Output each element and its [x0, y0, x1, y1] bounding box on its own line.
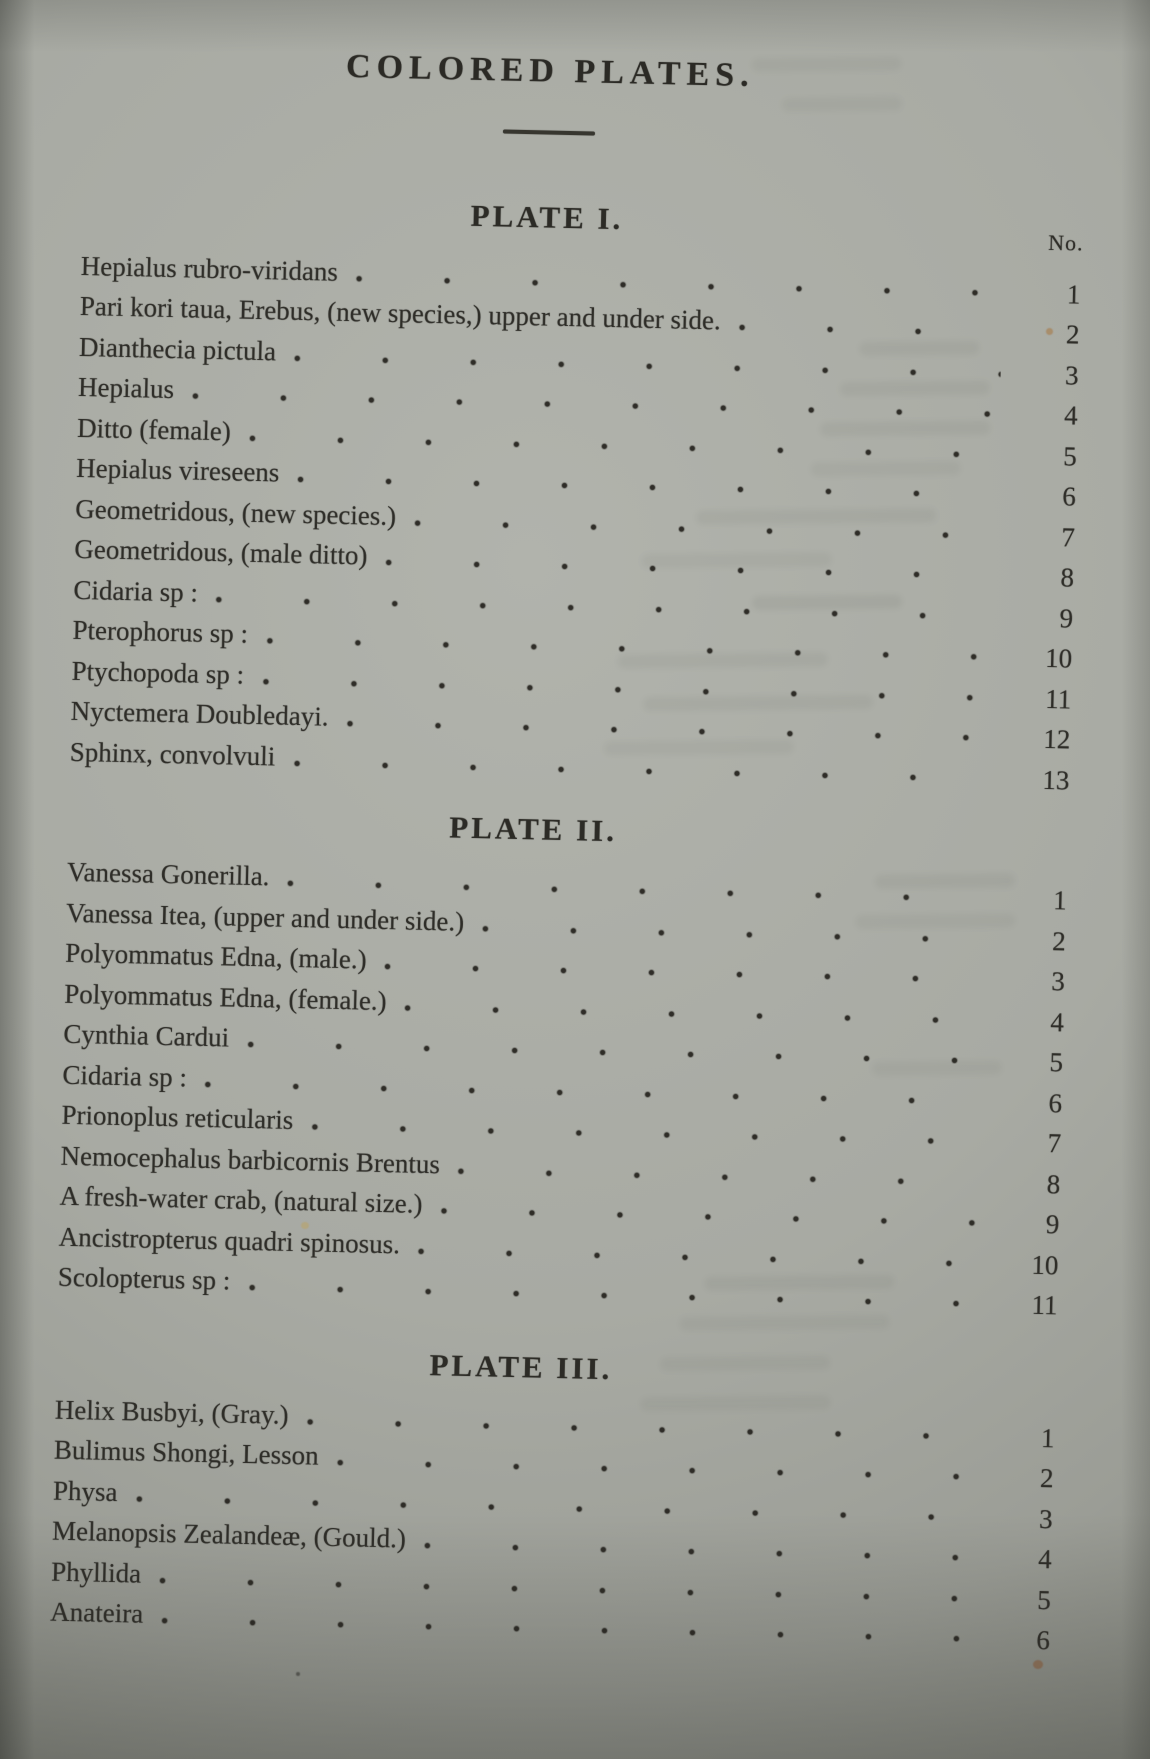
entry-name: Sphinx, convolvuli — [69, 736, 276, 771]
entry-name: A fresh-water crab, (natural size.) — [59, 1180, 423, 1219]
entry-number: 11 — [1044, 683, 1072, 715]
entry-number: 10 — [1044, 642, 1073, 674]
page-content — [50, 38, 1086, 1655]
entry-name: Cidaria sp : — [73, 574, 199, 608]
dot-leader — [720, 300, 1028, 347]
entry-name: Physa — [52, 1475, 118, 1507]
plate-section — [57, 800, 1068, 1320]
entry-name: Helix Busbyi, (Gray.) — [54, 1394, 289, 1430]
entry-number: 10 — [1031, 1249, 1059, 1280]
entry-number: 4 — [1037, 1543, 1053, 1575]
entry-name: Pterophorus sp : — [72, 614, 249, 649]
plate-heading: PLATE III. — [429, 1346, 613, 1386]
entry-name: Scolopterus sp : — [57, 1261, 231, 1296]
plate-heading: PLATE I. — [470, 197, 624, 236]
entry-name: Prionoplus reticularis — [61, 1099, 294, 1135]
entry-number: 8 — [1046, 1168, 1061, 1199]
entry-number: 3 — [1064, 359, 1079, 391]
entry-number: 5 — [1036, 1584, 1052, 1615]
entry-name: Geometridous, (new species.) — [74, 493, 397, 531]
entry-name: Vanessa Itea, (upper and under side.) — [65, 897, 465, 937]
entry-number: 3 — [1038, 1503, 1053, 1534]
foxing-spot — [1046, 328, 1053, 335]
entry-number: 11 — [1031, 1289, 1058, 1321]
plate-section — [50, 1337, 1056, 1655]
entry-name: Ancistropterus quadri spinosus. — [58, 1221, 401, 1259]
plate-sections — [50, 187, 1083, 1654]
plate-entry-list — [50, 1389, 1055, 1655]
entry-name: Nyctemera Doubledayi. — [70, 695, 329, 732]
entry-number: 5 — [1049, 1047, 1064, 1078]
entry-name: Vanessa Gonerilla. — [66, 856, 270, 892]
entry-name: Hepialus rubro-viridans — [80, 250, 339, 287]
entry-number: 1 — [1066, 278, 1081, 310]
entry-name: Melanopsis Zealandeæ, (Gould.) — [51, 1515, 407, 1554]
foxing-spot — [1033, 1660, 1043, 1669]
entry-number: 2 — [1065, 319, 1080, 350]
entry-name: Dianthecia pictula — [78, 331, 277, 366]
entry-name: Pari kori taua, Erebus, (new species,) upper and under side. — [79, 290, 722, 336]
plate-section — [69, 187, 1082, 794]
entry-number: 7 — [1061, 521, 1076, 553]
number-column-header: No. — [1047, 229, 1084, 256]
entry-number: 9 — [1059, 602, 1074, 634]
entry-number: 9 — [1045, 1209, 1060, 1240]
foxing-spot — [301, 1222, 309, 1229]
entry-number: 4 — [1063, 400, 1079, 431]
entry-name: Cynthia Cardui — [63, 1018, 230, 1053]
page-title: COLORED PLATES. — [345, 47, 756, 95]
entry-number: 12 — [1043, 723, 1071, 755]
entry-number: 2 — [1039, 1463, 1054, 1494]
entry-number: 7 — [1047, 1128, 1062, 1159]
entry-number: 3 — [1051, 966, 1066, 997]
entry-name: Ptychopoda sp : — [71, 655, 245, 690]
entry-number: 6 — [1048, 1087, 1063, 1118]
entry-name: Polyommatus Edna, (female.) — [63, 978, 388, 1016]
entry-number: 4 — [1050, 1006, 1065, 1037]
entry-name: Geometridous, (male ditto) — [74, 533, 368, 571]
entry-number: 13 — [1042, 764, 1070, 795]
entry-number: 1 — [1040, 1422, 1055, 1453]
title-divider — [503, 129, 595, 135]
entry-number: 6 — [1062, 481, 1077, 512]
plate-entry-list — [57, 852, 1067, 1320]
entry-name: Anateira — [49, 1596, 144, 1629]
entry-name: Polyommatus Edna, (male.) — [64, 937, 367, 975]
entry-name: Hepialus vireseens — [75, 452, 280, 488]
entry-number: 2 — [1051, 925, 1067, 956]
ink-speck — [296, 1672, 300, 1676]
entry-name: Nemocephalus barbicornis Brentus — [60, 1140, 441, 1179]
entry-number: 5 — [1062, 440, 1078, 472]
entry-name: Ditto (female) — [76, 412, 232, 446]
entry-name: Bulimus Shongi, Lesson — [53, 1434, 320, 1471]
entry-number: 6 — [1036, 1624, 1051, 1656]
plate-entry-list — [69, 245, 1081, 794]
entry-name: Phyllida — [50, 1556, 142, 1589]
entry-number: 8 — [1060, 562, 1075, 593]
entry-number: 1 — [1052, 885, 1068, 916]
entry-name: Hepialus — [77, 371, 175, 405]
entry-name: Cidaria sp : — [62, 1059, 188, 1093]
plate-heading: PLATE II. — [448, 809, 618, 849]
